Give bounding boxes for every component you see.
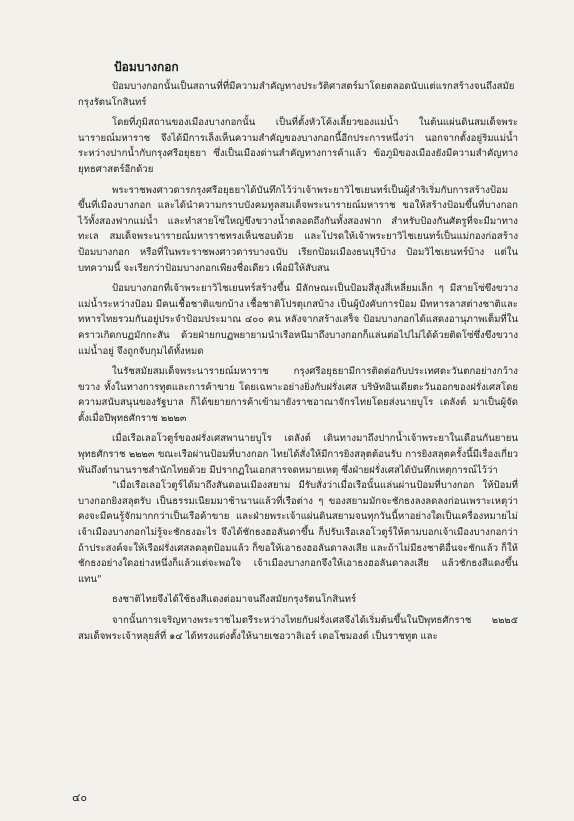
paragraph: "เมื่อเรือเลอโวตูร์ได้มาถึงสันดอนเมืองสยาม มีรับสั่งว่าเมื่อเรือนั้นแล่นผ่านป้อมที่บางกอก ให้ป้อมที่บางกอกยิงสลุตรับ เป็นธรรมเนียมมาช้านานแล้วที่เรือต่าง ๆ ของสยามมักจะชักธงลงลดลงก่อนเพราะเหตุว่าคงจะมีคนรู้จักมากกว่าเป็นเรือค้าขาย และฝ่ายพระเจ้าแผ่นดินสยามจนทุกวันนี้หาอย่างใดเป็นเครื่องหมายไม่ เจ้าเมืองบางกอกไม่รู้จะชักธงอะไร จึงได้ชักธงฮอลันดาขึ้น ก็ปรับเรือเลอโวตูร์ให้ตามบอกเจ้าเมืองบางกอกว่า ถ้าประสงค์จะให้เรือฝรั่งเศสลดลุตป้อมแล้ว ก็ขอให้เอาธงฮอลันดาลงเสีย และถ้าไม่มีธงชาติอื่นจะชักแล้ว ก็ให้ชักธงอย่างใดอย่างหนึ่งก็แล้วแต่จะพอใจ เจ้าเมืองบางกอกจึงให้เอาธงฮอลันดาลงเสีย แล้วชักธงสีแดงขึ้นแทน" [78, 480, 518, 585]
paragraph: ในรัชสมัยสมเด็จพระนารายณ์มหาราช กรุงศรีอยุธยามีการติดต่อกับประเทศตะวันตกอย่างกว้างขวาง ทั้งในทางการทูตและการค้าขาย โดยเฉพาะอย่างยิ่งกับฝรั่งเศส บริษัทอินเดียตะวันออกของฝรั่งเศสโดยความสนับสนุนของรัฐบาล ก็ได้ขยายการค้าเข้ามายังราชอาณาจักรไทยโดยส่งนายบูโร เดลังต์ มาเป็นผู้จัดตั้งเมื่อปีพุทธศักราช ๒๒๒๓ [78, 366, 518, 424]
paragraph: เมื่อเรือเลอโวตูร์ของฝรั่งเศสพานายบูโร เดลังต์ เดินทางมาถึงปากน้ำเจ้าพระยาในเดือนกันยายน พุทธศักราช ๒๒๒๓ ขณะเรือผ่านป้อมที่บางกอก ไทยได้สั่งให้มีการยิงสลุตต้อนรับ การยิงสลุตครั้งนี้มีเรื่องเกี่ยวพันถึงตำนานราชสำนักไทยด้วย มีปรากฏในเอกสารจดหมายเหตุ ซึ่งฝ่ายฝรั่งเศสได้บันทึกเหตุการณ์ไว้ว่า [78, 433, 518, 476]
paragraph: พระราชพงศาวดารกรุงศรีอยุธยาได้บันทึกไว้ว่าเจ้าพระยาวิไชเยนทร์เป็นผู้สำริเริ่มกับการสร้างป้อมขึ้นที่เมืองบางกอก และได้นำความกราบบังคมทูลสมเด็จพระนารายณ์มหาราช ขอให้สร้างป้อมขึ้นที่บางกอกไว้ทั้งสองฟากแม่น้ำ และทำสายโซ่ใหญ่ขึงขวางน้ำตลอดถึงกันทั้งสองฟาก สำหรับป้องกันศัตรูที่จะมีมาทางทะเล สมเด็จพระนารายณ์มหาราชทรงเห็นชอบด้วย และโปรดให้เจ้าพระยาวิไชเยนทร์เป็นแม่กองก่อสร้างป้อมบางกอก หรือที่ในพระราชพงศาวดารบางฉบับ เรียกป้อมเมืองธนบุรีบ้าง ป้อมวิไชเยนทร์บ้าง แต่ในบทความนี้ จะเรียกว่าป้อมบางกอกเพียงชื่อเดียว เพื่อมิให้สับสน [78, 184, 518, 274]
paragraph: ธงชาติไทยจึงได้ใช้ธงสีแดงต่อมาจนถึงสมัยกรุงรัตนโกสินทร์ [112, 594, 357, 606]
paragraph: ป้อมบางกอกที่เจ้าพระยาวิไชเยนทร์สร้างขึ้น มีลักษณะเป็นป้อมสี่สูงสี่เหลี่ยมเล็ก ๆ มีสายโซ่ขึงขวางแม่น้ำระหว่างป้อม มีคนเชื้อชาติแขกบ้าง เชื้อชาติโปรตุเกสบ้าง เป็นผู้บังคับการป้อม มีทหารลาสต่างชาติและทหารไทยรวมกันอยู่ประจำป้อมประมาณ ๔๐๐ คน หลังจากสร้างเสร็จ ป้อมบางกอกได้แสดงอานุภาพเต็มที่ในคราวเกิดกบฏมักกะสัน ด้วยฝ่ายกบฏพยายามนำเรือหนีมาถึงบางกอกก็แล่นต่อไปไม่ได้ด้วยติดโซ่ซึ่งขึงขวางแม่น้ำอยู่ จึงถูกจับกุมได้ทั้งหมด [78, 283, 518, 357]
paragraph: ป้อมบางกอกนั้นเป็นสถานที่ที่มีความสำคัญทางประวัติศาสตร์มาโดยตลอดนับแต่แรกสร้างจนถึงสมัยกรุงรัตนโกสินทร์ [78, 81, 515, 108]
body-text [78, 79, 518, 644]
page-number: ๔๐ [72, 791, 88, 804]
section-title: ป้อมบางกอก [114, 60, 179, 74]
paragraph: โดยที่ภูมิสถานของเมืองบางกอกนั้น เป็นที่ตั้งหัวโค้งเลี้ยวของแม่น้ำ ในต้นแผ่นดินสมเด็จพระนารายณ์มหาราช จึงได้มีการเล็งเห็นความสำคัญของบางกอกนี้อีกประการหนึ่งว่า นอกจากตั้งอยู่ริมแม่น้ำระหว่างปากน้ำกับกรุงศรีอยุธยา ซึ่งเป็นเมืองด่านสำคัญทางการค้าแล้ว ข้อภูมิของเมืองยังมีความสำคัญทางยุทธศาสตร์อีกด้วย [78, 117, 518, 175]
paragraph: จากนั้นการเจริญทางพระราชไมตรีระหว่างไทยกับฝรั่งเศสจึงได้เริ่มต้นขึ้นในปีพุทธศักราช ๒๒๒๕ สมเด็จพระเจ้าหลุยส์ที่ ๑๔ ได้ทรงแต่งตั้งให้นายเชอวาลิเอร์ เดอโชมองต์ เป็นราชทูต และ [78, 615, 518, 642]
